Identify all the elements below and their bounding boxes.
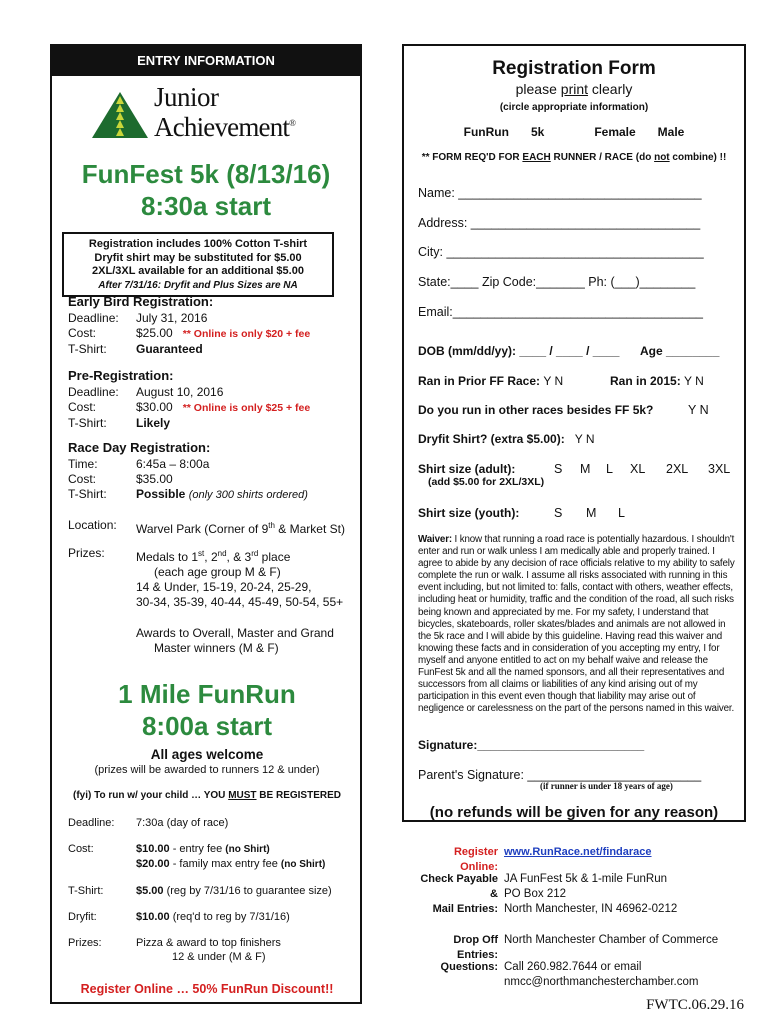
- location-row: Location: Warvel Park (Corner of 9th & Market St): [68, 518, 345, 536]
- circle-info: (circle appropriate information): [499, 102, 649, 113]
- ran-prior-question[interactable]: Ran in Prior FF Race: Y N: [418, 374, 564, 388]
- logo-achievement: Achievement®: [154, 112, 296, 142]
- register-online-row: Register Online: www.RunRace.net/findarace: [453, 846, 652, 873]
- other-races-question: Do you run in other races besides FF 5k?: [418, 403, 654, 417]
- early-bird-heading: Early Bird Registration:: [68, 294, 214, 309]
- drop-off-row: Drop Off Entries: North Manchester Chamber of Commerce: [453, 934, 719, 961]
- prizes-note: (prizes will be awarded to runners 12 & under): [94, 764, 320, 776]
- dryfit-question[interactable]: Dryfit Shirt? (extra $5.00): Y N: [418, 432, 595, 446]
- option-5k[interactable]: 5k: [530, 125, 545, 139]
- youth-shirt-options[interactable]: S M L: [554, 506, 625, 520]
- registration-form-panel: [402, 44, 746, 822]
- please-print-clearly: please print clearly: [515, 81, 633, 97]
- adult-shirt-label: Shirt size (adult):: [418, 462, 516, 476]
- race-day-section: Race Day Registration: Time: 6:45a – 8:00a Cost: $35.00 T-Shirt: Possible (only 300 shirts ordered): [52, 440, 362, 503]
- prizes-section: Prizes: Medals to 1st, 2nd, & 3rd place (each age group M & F) 14 & Under, 15-19, 20-24, 25-29, 30-34, 35-39, 40-44, 45-49, 50-54, 55+ Awards to Overall, Master and Grand Master winners (M & F): [68, 546, 344, 655]
- all-ages-welcome: All ages welcome: [150, 747, 264, 762]
- waiver-text: Waiver: I know that running a road race is potentially hazardous. I shouldn't enter and run or walk unless I am medically able and properly trained. I agree to abide by any decision of race officials relative to my ability to safely complete the run or walk. I assume all risks associated with running in this event including, but not limited to: falls, contact with others, weather effects, including heat or humidity, traffic and the condition of the road, all such risks being known and appreciated by me. For my safety, I understand that bicycles, skateboards, roller skates/blades and animals are not allowed in the 5k race and I will abide by this guideline. Having read this waiver and knowing these facts and in consideration of you accepting my entry, I for myself and anyone entitled to act on my behalf waive and release the FunFest 5k and all the named sponsors, and all their representatives and successors from all claims or liabilities of any kind arising out of my participation in this event even though that liability may arise out of negligence or carelessness on the part of the persons named in this waiver.: [418, 534, 735, 715]
- pre-registration-heading: Pre-Registration:: [68, 368, 174, 383]
- form-title: Registration Form: [492, 58, 656, 79]
- early-bird-section: Early Bird Registration: Deadline: July 31, 2016 Cost: $25.00 ** Online is only $20 + fee T-Shirt: Guaranteed: [52, 294, 362, 357]
- register-online-discount: Register Online … 50% FunRun Discount!!: [80, 982, 334, 996]
- chamber-email[interactable]: nmcc@northmanchesterchamber.com: [504, 976, 699, 988]
- address-field[interactable]: Address: _________________________________: [418, 216, 701, 230]
- funrun-start: 8:00a start: [141, 711, 273, 741]
- age-field[interactable]: Age ________: [640, 344, 720, 358]
- logo-junior: Junior: [154, 82, 219, 112]
- registration-includes-box: Registration includes 100% Cotton T-shirt Dryfit shirt may be substituted for $5.00 2XL/3XL available for an additional $5.00 After 7/31/16: Dryfit and Plus Sizes are NA: [62, 232, 334, 297]
- other-races-options[interactable]: Y N: [688, 403, 709, 417]
- signature-field[interactable]: Signature:_________________________: [418, 738, 645, 752]
- adult-shirt-options[interactable]: S M L XL 2XL 3XL: [554, 462, 731, 476]
- entry-information-panel: [50, 44, 362, 1004]
- option-female[interactable]: Female: [594, 125, 636, 139]
- funrun-details: Deadline: 7:30a (day of race) Cost: $10.00 - entry fee (no Shirt) $20.00 - family max entry fee (no Shirt) T-Shirt: $5.00 (reg by 7/31/16 to guarantee size) Dryfit: $10.00 (req'd to reg by 7/31/16) Prizes: Pizza & award to top finishers 12 & under (M & F) Register Online … 50% FunRun Discount!!: [52, 816, 362, 996]
- state-zip-phone-field[interactable]: State:____ Zip Code:_______ Ph: (___)________: [418, 275, 696, 289]
- adult-shirt-note: (add $5.00 for 2XL/3XL): [428, 476, 545, 488]
- funrun-title: 1 Mile FunRun: [118, 679, 296, 709]
- runrace-link[interactable]: www.RunRace.net/findarace: [504, 846, 652, 858]
- pre-registration-section: Pre-Registration: Deadline: August 10, 2016 Cost: $30.00 ** Online is only $25 + fee T-Shirt: Likely: [52, 368, 362, 431]
- youth-shirt-label: Shirt size (youth):: [418, 506, 520, 520]
- junior-achievement-logo: [52, 76, 360, 148]
- funrun-section: [52, 678, 362, 801]
- parent-signature-field[interactable]: Parent's Signature: _________________________: [418, 768, 702, 782]
- entry-information-banner: ENTRY INFORMATION: [52, 46, 360, 76]
- option-funrun[interactable]: FunRun: [463, 125, 509, 139]
- mail-entries-row: Check Payable & Mail Entries: JA FunFest 5k & 1-mile FunRun PO Box 212 North Manchester, IN 46962-0212: [420, 873, 678, 915]
- race-gender-options: [404, 125, 744, 139]
- funfest-title: FunFest 5k (8/13/16): [81, 159, 331, 189]
- dob-field[interactable]: DOB (mm/dd/yy): ____ / ____ / ____: [418, 344, 620, 358]
- form-code: FWTC.06.29.16: [646, 997, 744, 1013]
- ran-2015-question[interactable]: Ran in 2015: Y N: [610, 374, 704, 388]
- fyi-note: (fyi) To run w/ your child … YOU MUST BE REGISTERED: [72, 790, 341, 801]
- email-field[interactable]: Email:____________________________________: [418, 305, 703, 319]
- option-male[interactable]: Male: [657, 125, 685, 139]
- name-field[interactable]: Name: ___________________________________: [418, 186, 702, 200]
- funfest-start: 8:30a start: [140, 191, 272, 221]
- questions-row: Questions: Call 260.982.7644 or email nmcc@northmanchesterchamber.com: [440, 961, 699, 988]
- ja-mountain-icon: [90, 90, 150, 140]
- race-day-heading: Race Day Registration:: [68, 440, 211, 455]
- form-required-note: ** FORM REQ'D FOR EACH RUNNER / RACE (do not combine) !!: [421, 152, 727, 163]
- no-refunds-note: (no refunds will be given for any reason): [429, 804, 719, 821]
- city-field[interactable]: City: _____________________________________: [418, 245, 704, 259]
- parent-signature-note: (if runner is under 18 years of age): [540, 781, 673, 791]
